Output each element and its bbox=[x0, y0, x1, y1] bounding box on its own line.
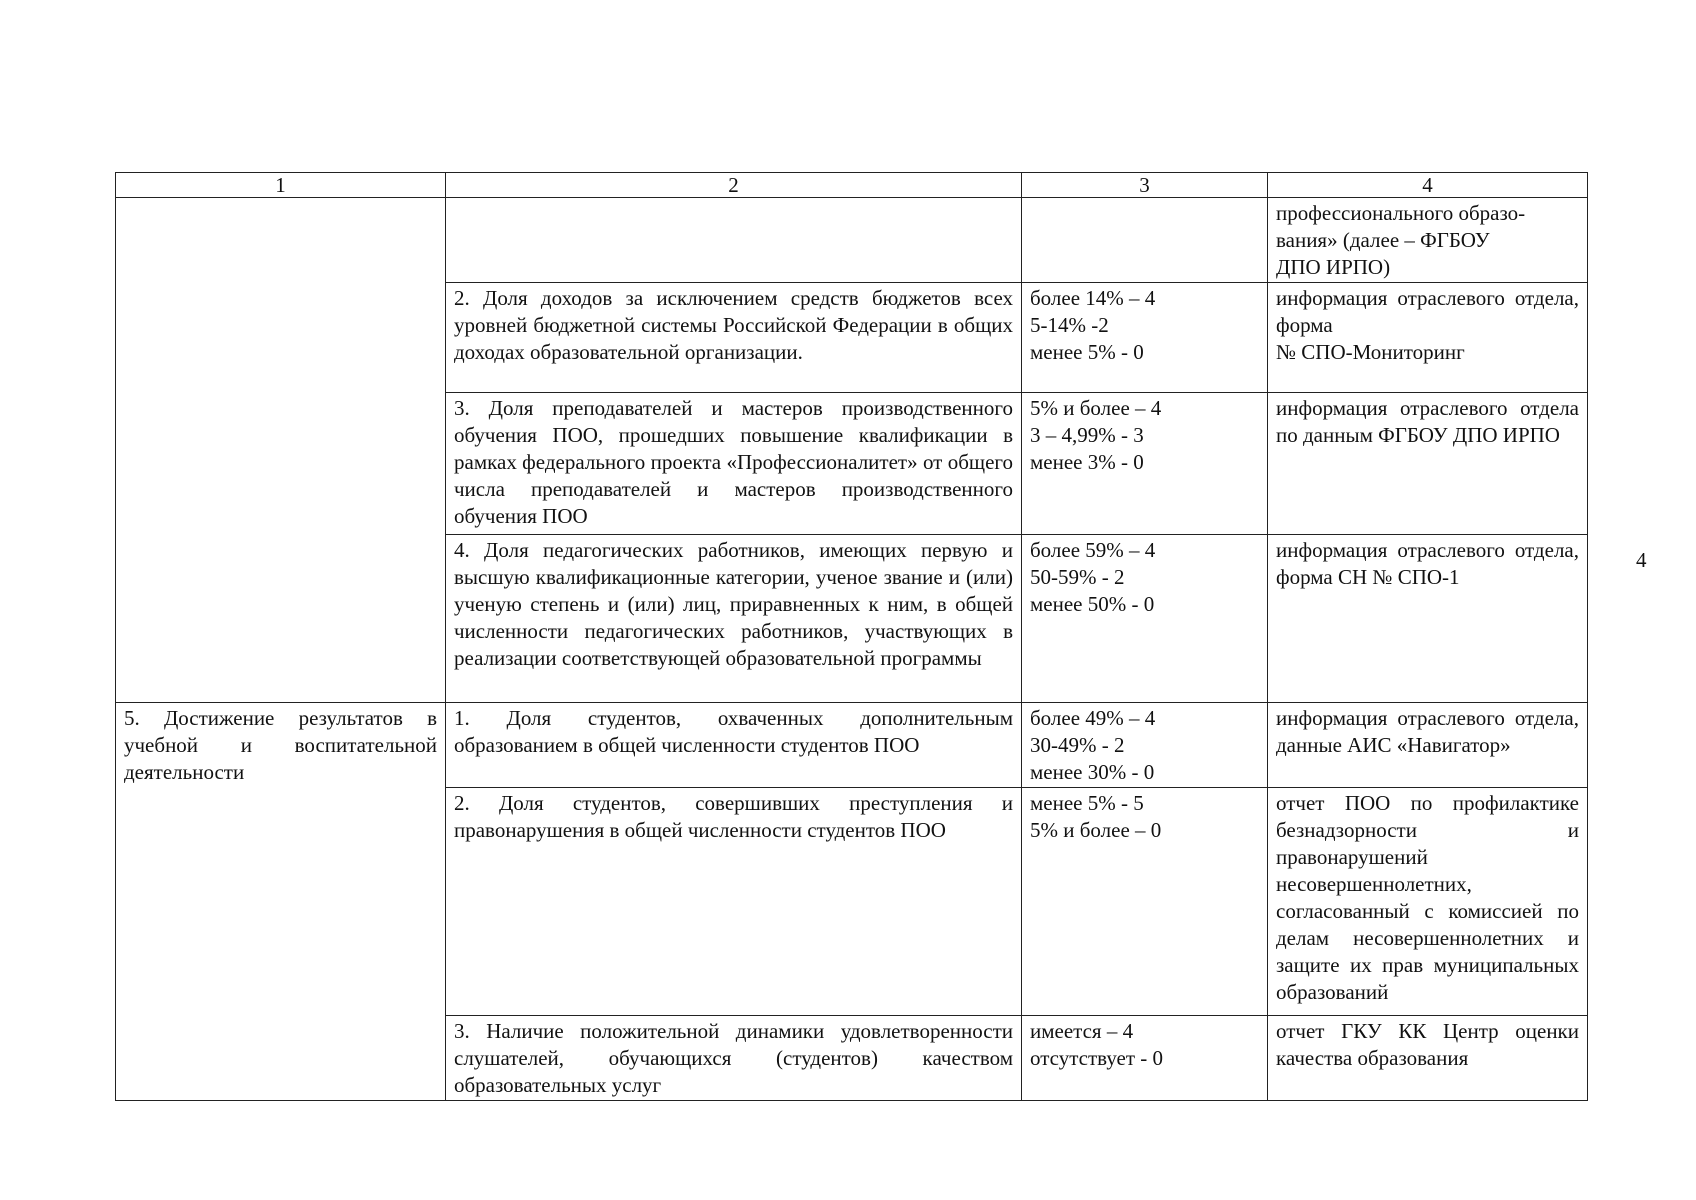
criteria-table bbox=[115, 172, 1588, 1101]
source-cell: информация отраслевого отдела, форма СН № СПО-1 bbox=[1268, 535, 1588, 703]
score-cell: более 14% – 4 5-14% -2 менее 5% - 0 bbox=[1022, 283, 1268, 393]
score-cell: 5% и более – 4 3 – 4,99% - 3 менее 3% - 0 bbox=[1022, 393, 1268, 535]
table-row bbox=[116, 703, 1588, 788]
score-cell bbox=[1022, 198, 1268, 283]
criterion-cell: 5. Достижение результатов в учебной и воспитательной деятельности bbox=[116, 703, 446, 1101]
criterion-cell-empty bbox=[116, 198, 446, 703]
source-cell: профессионального образо- вания» (далее – ФГБОУ ДПО ИРПО) bbox=[1268, 198, 1588, 283]
indicator-cell bbox=[446, 198, 1022, 283]
column-header-2: 2 bbox=[446, 173, 1022, 198]
column-header-3: 3 bbox=[1022, 173, 1268, 198]
indicator-cell: 2. Доля доходов за исключением средств бюджетов всех уровней бюджетной системы Российской Федерации в общих доходах образовательной организации. bbox=[446, 283, 1022, 393]
table-row bbox=[116, 198, 1588, 283]
score-cell: более 59% – 4 50-59% - 2 менее 50% - 0 bbox=[1022, 535, 1268, 703]
page-number: 4 bbox=[1636, 548, 1647, 572]
table-header-row bbox=[116, 173, 1588, 198]
source-cell: информация отраслевого отдела, форма № СПО-Мониторинг bbox=[1268, 283, 1588, 393]
indicator-cell: 3. Доля преподавателей и мастеров производственного обучения ПОО, прошедших повышение квалификации в рамках федерального проекта «Профессионалитет» от общего числа преподавателей и мастеров производственного обучения ПОО bbox=[446, 393, 1022, 535]
source-cell: информация отраслевого отдела по данным ФГБОУ ДПО ИРПО bbox=[1268, 393, 1588, 535]
column-header-4: 4 bbox=[1268, 173, 1588, 198]
indicator-cell: 3. Наличие положительной динамики удовлетворенности слушателей, обучающихся (студентов) качеством образовательных услуг bbox=[446, 1016, 1022, 1101]
indicator-cell: 2. Доля студентов, совершивших преступления и правонарушения в общей численности студентов ПОО bbox=[446, 788, 1022, 1016]
score-cell: менее 5% - 5 5% и более – 0 bbox=[1022, 788, 1268, 1016]
source-cell: отчет ПОО по профилактике безнадзорности и правонарушений несовершеннолетних, согласованный с комиссией по делам несовершеннолетних и защите их прав муниципальных образований bbox=[1268, 788, 1588, 1016]
source-cell: информация отраслевого отдела, данные АИС «Навигатор» bbox=[1268, 703, 1588, 788]
indicator-cell: 4. Доля педагогических работников, имеющих первую и высшую квалификационные категории, ученое звание и (или) ученую степень и (или) лиц, приравненных к ним, в общей численности педагогических работников, участвующих в реализации соответствующей образовательной программы bbox=[446, 535, 1022, 703]
column-header-1: 1 bbox=[116, 173, 446, 198]
score-cell: более 49% – 4 30-49% - 2 менее 30% - 0 bbox=[1022, 703, 1268, 788]
score-cell: имеется – 4 отсутствует - 0 bbox=[1022, 1016, 1268, 1101]
indicator-cell: 1. Доля студентов, охваченных дополнительным образованием в общей численности студентов ПОО bbox=[446, 703, 1022, 788]
source-cell: отчет ГКУ КК Центр оценки качества образования bbox=[1268, 1016, 1588, 1101]
